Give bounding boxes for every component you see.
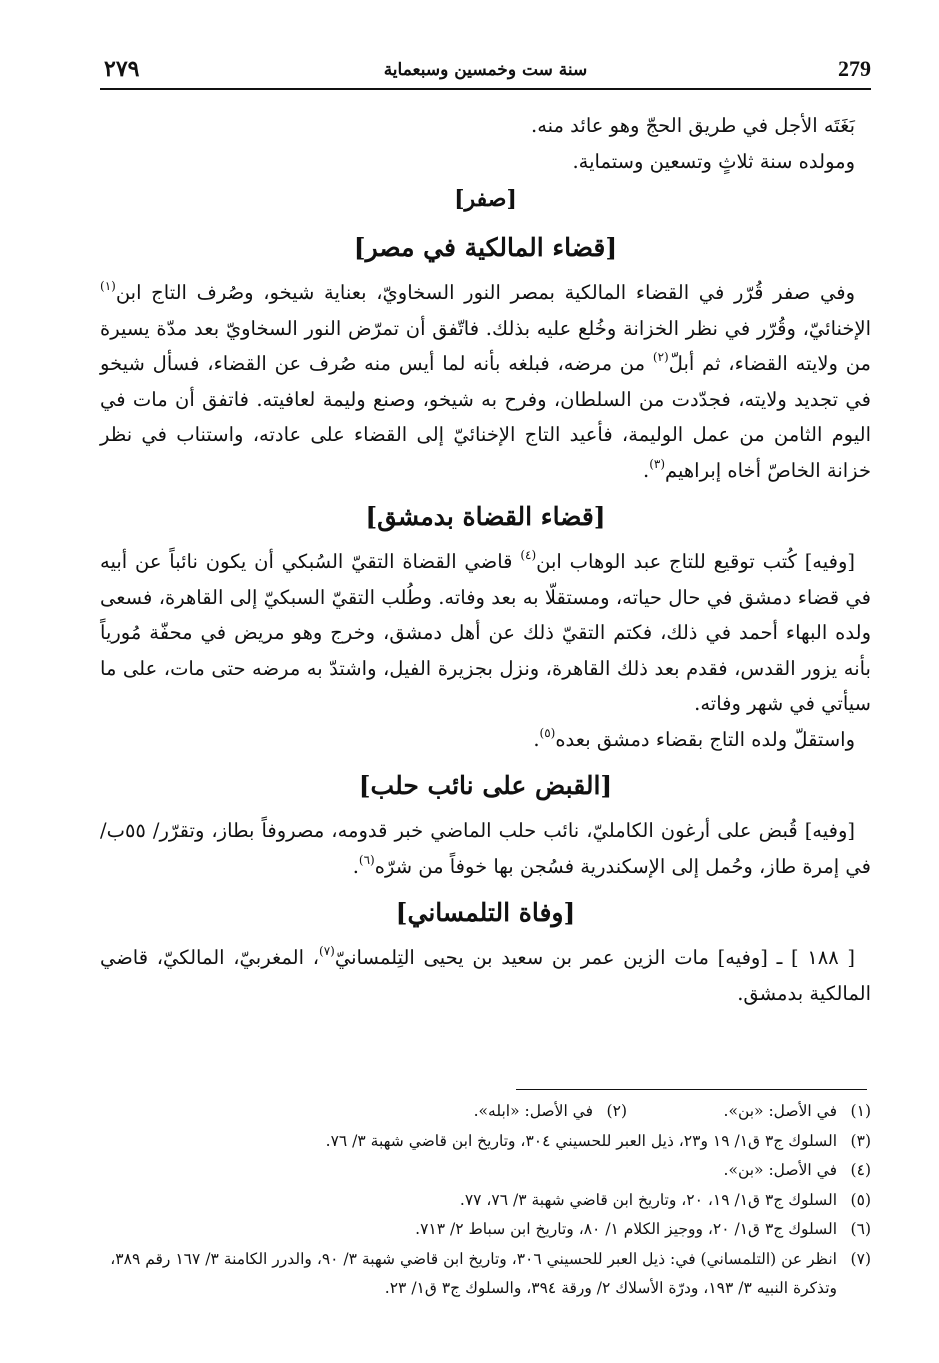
footnote-text: في الأصل: «ابله». (473, 1102, 593, 1120)
footnote-number: (٦) (850, 1220, 871, 1238)
paragraph-text: واستقلّ ولده التاج بقضاء دمشق بعده (555, 727, 855, 751)
footnote-ref[interactable]: (١) (100, 279, 116, 293)
footnote-row (100, 1097, 871, 1127)
section-heading: [وفاة التلمساني] (395, 898, 576, 927)
month-heading: [صفر] (454, 186, 517, 212)
paragraph-text: [ ١٨٨ ] ـ [وفيه] مات الزين عمر بن سعيد بن يحيى التِلمسانيّ (334, 946, 855, 969)
footnotes (100, 1097, 871, 1304)
footnote-number: (٣) (850, 1131, 871, 1150)
footnote (100, 1245, 871, 1304)
paragraph-text: . (533, 727, 540, 751)
footnote-ref[interactable]: (٤) (520, 548, 537, 562)
footnote-ref[interactable]: (٧) (319, 944, 335, 958)
footnote-number: (١) (850, 1102, 871, 1120)
paragraph-text: ، المغربيّ، المالكيّ، قاضي المالكية بدمشق. (100, 946, 871, 1005)
footnote-ref[interactable]: (٦) (358, 852, 375, 867)
page-number-arabic: ٢٧٩ (104, 56, 140, 82)
page-header (100, 52, 871, 90)
paragraph-text: قاضي القضاة التقيّ السُبكي أن يكون نائباً عن أبيه في قضاء دمشق في حال حياته، ومستقلّا به بعد وفاته. وطُلب التقيّ السبكيّ إلى القاهرة، فسعى ولده البهاء أحمد في ذلك، فكتم التقيّ ذلك عن أهل دمشق، وخرج وهو مريض في محفّة مُورياً بأنه يزور القدس، فقدم بعد ذلك القاهرة، ونزل بجزيرة الفيل، واشتدّ به مرضه حتى مات، على ما سيأتي في شهر وفاته. (100, 550, 871, 715)
footnote (100, 1215, 871, 1245)
footnote-text: السلوك ج٣ ق١/ ٢٠، ووجيز الكلام ١/ ٨٠، وتاريخ ابن سباط ٢/ ٧١٣. (415, 1220, 837, 1238)
footnote-number: (٥) (850, 1190, 871, 1209)
paragraph (100, 813, 871, 884)
footnote-text: السلوك ج٣ ق١/ ١٩، ٢٠، وتاريخ ابن قاضي شهبة ٣/ ٧٦، ٧٧. (459, 1190, 837, 1209)
paragraph-text: [وفيه] قُبض على أرغون الكامليّ، نائب حلب الماضي خبر قدومه، مصروفاً بطاز، وتقرّر/ ٥٥ب/ في إمرة طاز، وحُمل إلى الإسكندرية فسُجن بها خوفاً من شرّه (100, 819, 871, 878)
paragraph (100, 275, 871, 488)
footnote-number: (٤) (850, 1161, 871, 1179)
paragraph-text: . (643, 458, 650, 482)
footnote-ref[interactable]: (٢) (652, 350, 669, 364)
paragraph-text: من مرضه، فبلغه بأنه لما أيس منه صُرف عن القضاء، فسأل شيخو في تجديد ولايته، فجدّدت من السلطان، وفرح به شيخو، وصنع وليمة لعافيته. فاتفق أن مات في اليوم الثامن من عمل الوليمة، فأعيد التاج الإخنائيّ إلى القضاء على عادته، واستناب في نظر خزانة الخاصّ أخاه إبراهيم (100, 352, 871, 482)
footnote (383, 1097, 627, 1127)
footnote-text: في الأصل: «بن». (723, 1161, 837, 1179)
footnote-number: (٢) (606, 1102, 627, 1120)
footnote-ref[interactable]: (٥) (539, 725, 556, 740)
running-title: سنة ست وخمسين وسبعماية (383, 60, 588, 80)
footnote (100, 1127, 871, 1157)
paragraph-text: الإخنائيّ، وقُرّر في نظر الخزانة وخُلع عليه بذلك. فاتّفق أن تمرّض النور السخاويّ بعد مدّة يسيرة من ولايته القضاء، ثم أبلّ (100, 316, 871, 375)
footnote (100, 1186, 871, 1216)
intro-line: ومولده سنة ثلاثٍ وتسعين وستماية. (572, 149, 855, 173)
paragraph-text: . (352, 854, 359, 878)
footnote-divider (516, 1089, 867, 1090)
section-heading: [القبض على نائب حلب] (358, 771, 613, 800)
paragraph (100, 544, 871, 722)
section-heading: [قضاء المالكية في مصر] (353, 233, 618, 262)
main-text (100, 108, 871, 1011)
paragraph (100, 722, 871, 758)
paragraph-text: وفي صفر قُرّر في القضاء المالكية بمصر النور السخاويّ، بعناية شيخو، وصُرف التاج ابن (115, 281, 855, 304)
footnote (100, 1156, 871, 1186)
footnote-ref[interactable]: (٣) (649, 456, 666, 471)
footnote-number: (٧) (850, 1249, 871, 1268)
footnote-text: في الأصل: «بن». (723, 1102, 837, 1120)
paragraph (100, 940, 871, 1011)
page-number-latin: 279 (838, 56, 871, 81)
footnote-text: السلوك ج٣ ق١/ ١٩ و٢٣، ذيل العبر للحسيني ٣٠٤، وتاريخ ابن قاضي شهبة ٣/ ٧٦. (325, 1131, 837, 1150)
paragraph-text: [وفيه] كُتب توقيع للتاج عبد الوهاب ابن (536, 550, 855, 573)
section-heading: [قضاء القضاة بدمشق] (365, 502, 606, 531)
footnote-text: انظر عن (التلمساني) في: ذيل العبر للحسيني ٣٠٦، وتاريخ ابن قاضي شهبة ٣/ ٩٠، والدرر الكامنة ٣/ ١٦٧ رقم ٣٨٩، وتذكرة النبيه ٣/ ١٩٣، ودرّة الأسلاك ٢/ ورقة ٣٩٤، والسلوك ج٣ ق١/ ٢٣. (110, 1249, 837, 1297)
intro-line: بَغَتَه الأجل في طريق الحجّ وهو عائد منه. (531, 114, 855, 137)
footnote (627, 1097, 871, 1127)
